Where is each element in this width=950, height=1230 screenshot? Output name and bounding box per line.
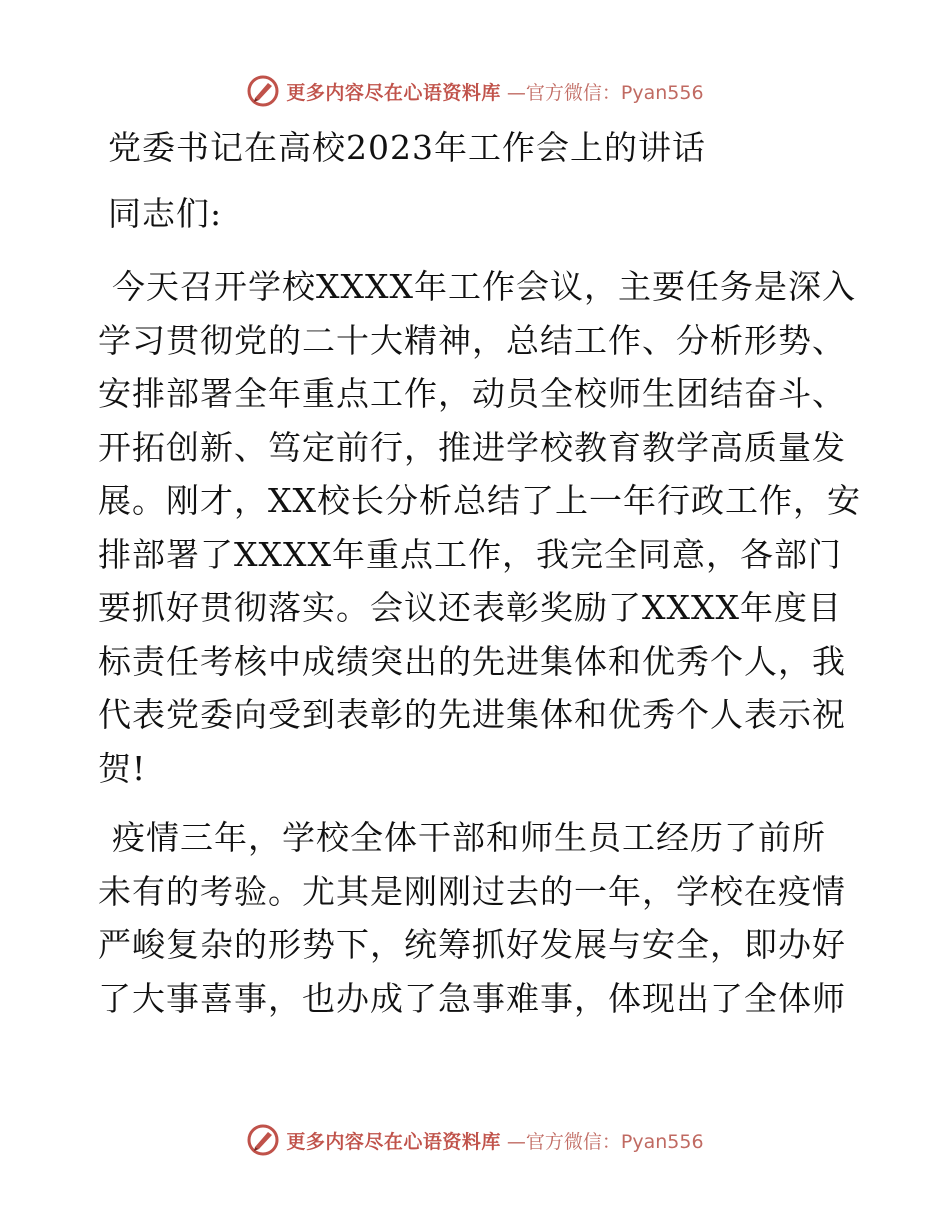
paragraph-line: 开拓创新、笃定前行，推进学校教育教学高质量发 bbox=[98, 427, 846, 467]
watermark-contact: —官方微信：Pyan556 bbox=[506, 1130, 704, 1153]
paragraph-line: 严峻复杂的形势下，统筹抓好发展与安全，即办好 bbox=[98, 925, 846, 964]
salutation: 同志们: bbox=[108, 194, 223, 233]
pen-logo-icon bbox=[246, 74, 280, 108]
paragraph-line: 贺! bbox=[98, 748, 147, 788]
watermark-text: 更多内容尽在心语资料库 bbox=[286, 81, 501, 104]
pen-logo-icon bbox=[246, 1123, 280, 1157]
paragraph-line: 展。刚才，XX校长分析总结了上一年行政工作，安 bbox=[98, 481, 861, 520]
paragraph-line: 未有的考验。尤其是刚刚过去的一年，学校在疫情 bbox=[98, 871, 846, 911]
footer-watermark bbox=[0, 1123, 950, 1157]
paragraph-line: 要抓好贯彻落实。会议还表彰奖励了XXXX年度目 bbox=[98, 588, 842, 627]
paragraph-line: 了大事喜事，也办成了急事难事，体现出了全体师 bbox=[98, 978, 846, 1018]
paragraph-line: 标责任考核中成绩突出的先进集体和优秀个人，我 bbox=[98, 641, 846, 681]
paragraph-line: 学习贯彻党的二十大精神，总结工作、分析形势、 bbox=[98, 320, 846, 360]
paragraph-1 bbox=[98, 260, 861, 795]
watermark-contact: —官方微信：Pyan556 bbox=[506, 81, 704, 104]
paragraph-line: 安排部署全年重点工作，动员全校师生团结奋斗、 bbox=[98, 374, 846, 413]
paragraph-line: 今天召开学校XXXX年工作会议，主要任务是深入 bbox=[112, 267, 856, 306]
paragraph-line: 排部署了XXXX年重点工作，我完全同意，各部门 bbox=[98, 534, 842, 574]
paragraph-line: 代表党委向受到表彰的先进集体和优秀个人表示祝 bbox=[98, 695, 846, 734]
header-watermark bbox=[0, 74, 950, 108]
page-title: 党委书记在高校2023年工作会上的讲话 bbox=[108, 128, 706, 167]
watermark-text: 更多内容尽在心语资料库 bbox=[286, 1130, 501, 1153]
paragraph-line: 疫情三年，学校全体干部和师生员工经历了前所 bbox=[112, 818, 826, 857]
document-body bbox=[98, 120, 861, 1041]
paragraph-2 bbox=[98, 811, 858, 1025]
